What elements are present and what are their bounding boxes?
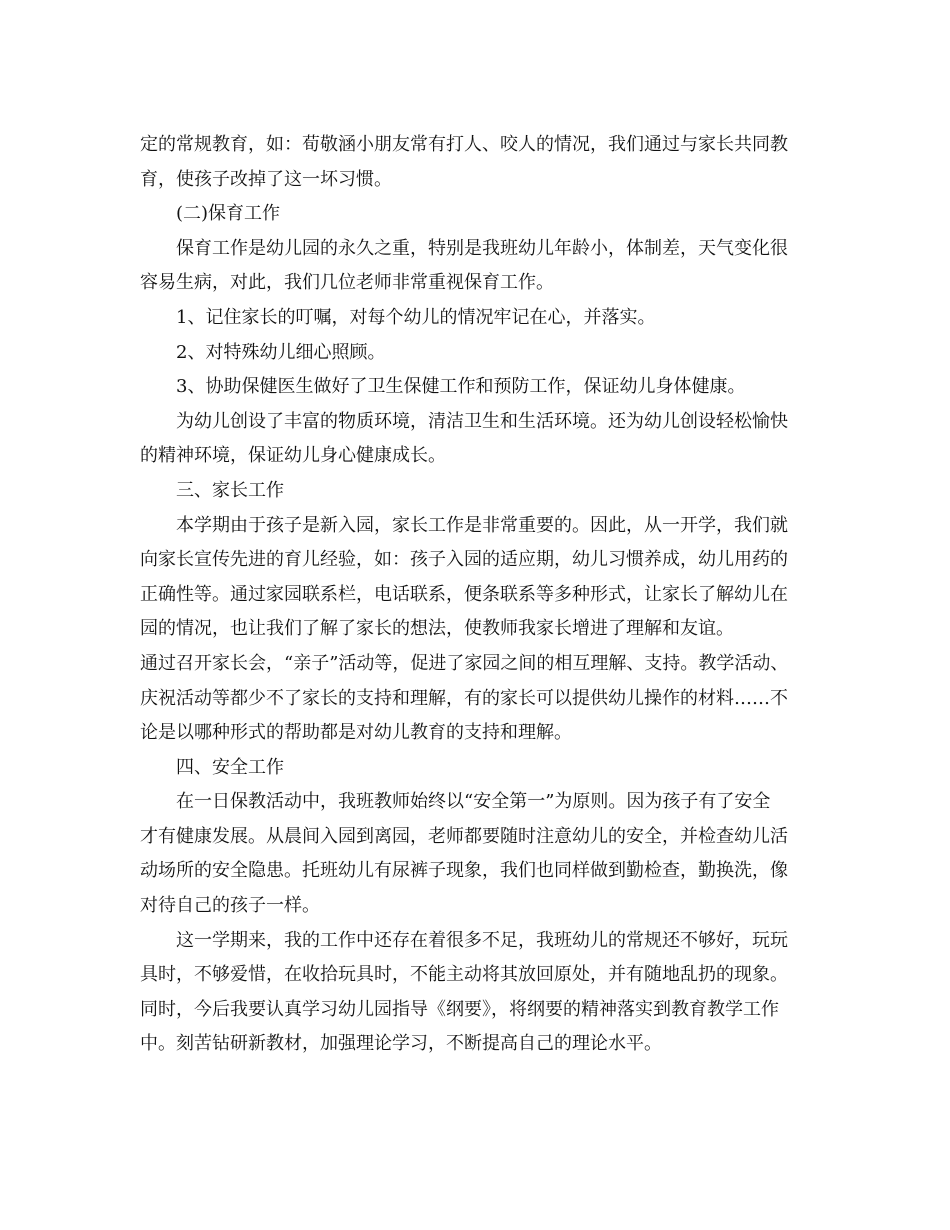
text-line: 在一日保教活动中，我班教师始终以“安全第一”为原则。因为孩子有了安全 — [176, 791, 771, 813]
section-heading: (二)保育工作 — [176, 203, 281, 225]
text-line: 论是以哪种形式的帮助都是对幼儿教育的支持和理解。 — [140, 722, 572, 744]
text-line: 园的情况，也让我们了解了家长的想法，使教师我家长增进了理解和友谊。 — [140, 618, 734, 640]
list-item: 1、记住家长的叮嘱，对每个幼儿的情况牢记在心，并落实。 — [176, 306, 656, 328]
section-heading: 四、安全工作 — [176, 756, 284, 778]
text-line: 保育工作是幼儿园的永久之重，特别是我班幼儿年龄小，体制差，天气变化很 — [176, 237, 788, 259]
text-line: 本学期由于孩子是新入园，家长工作是非常重要的。因此，从一开学，我们就 — [176, 514, 788, 536]
text-line: 动场所的安全隐患。托班幼儿有尿裤子现象，我们也同样做到勤检查，勤换洗，像 — [140, 860, 788, 882]
list-item: 2、对特殊幼儿细心照顾。 — [176, 341, 386, 363]
section-heading: 三、家长工作 — [176, 479, 284, 501]
document-page — [140, 128, 810, 1062]
text-line: 同时，今后我要认真学习幼儿园指导《纲要》，将纲要的精神落实到教育教学工作 — [140, 998, 779, 1020]
text-line: 对待自己的孩子一样。 — [140, 895, 320, 917]
text-line: 通过召开家长会，“亲子”活动等，促进了家园之间的相互理解、支持。教学活动、 — [140, 652, 789, 674]
text-line: 的精神环境，保证幼儿身心健康成长。 — [140, 445, 446, 467]
text-line: 向家长宣传先进的育儿经验，如：孩子入园的适应期，幼儿习惯养成，幼儿用药的 — [140, 549, 788, 571]
list-item: 3、协助保健医生做好了卫生保健工作和预防工作，保证幼儿身体健康。 — [176, 376, 746, 398]
text-line: 定的常规教育，如：荀敬涵小朋友常有打人、咬人的情况，我们通过与家长共同教 — [140, 134, 788, 155]
text-line: 为幼儿创设了丰富的物质环境，清洁卫生和生活环境。还为幼儿创设轻松愉快 — [176, 410, 788, 432]
text-line: 这一学期来，我的工作中还存在着很多不足，我班幼儿的常规还不够好，玩玩 — [176, 929, 788, 951]
text-line: 正确性等。通过家园联系栏，电话联系，便条联系等多种形式，让家长了解幼儿在 — [140, 583, 788, 605]
text-line: 中。刻苦钻研新教材，加强理论学习，不断提高自己的理论水平。 — [140, 1033, 662, 1055]
text-line: 具时，不够爱惜，在收拾玩具时，不能主动将其放回原处，并有随地乱扔的现象。 — [140, 964, 788, 986]
text-line: 容易生病，对此，我们几位老师非常重视保育工作。 — [140, 272, 554, 294]
text-line: 育，使孩子改掉了这一坏习惯。 — [140, 168, 392, 190]
text-line: 庆祝活动等都少不了家长的支持和理解，有的家长可以提供幼儿操作的材料……不 — [140, 687, 788, 709]
text-line: 才有健康发展。从晨间入园到离园，老师都要随时注意幼儿的安全，并检查幼儿活 — [140, 825, 788, 847]
